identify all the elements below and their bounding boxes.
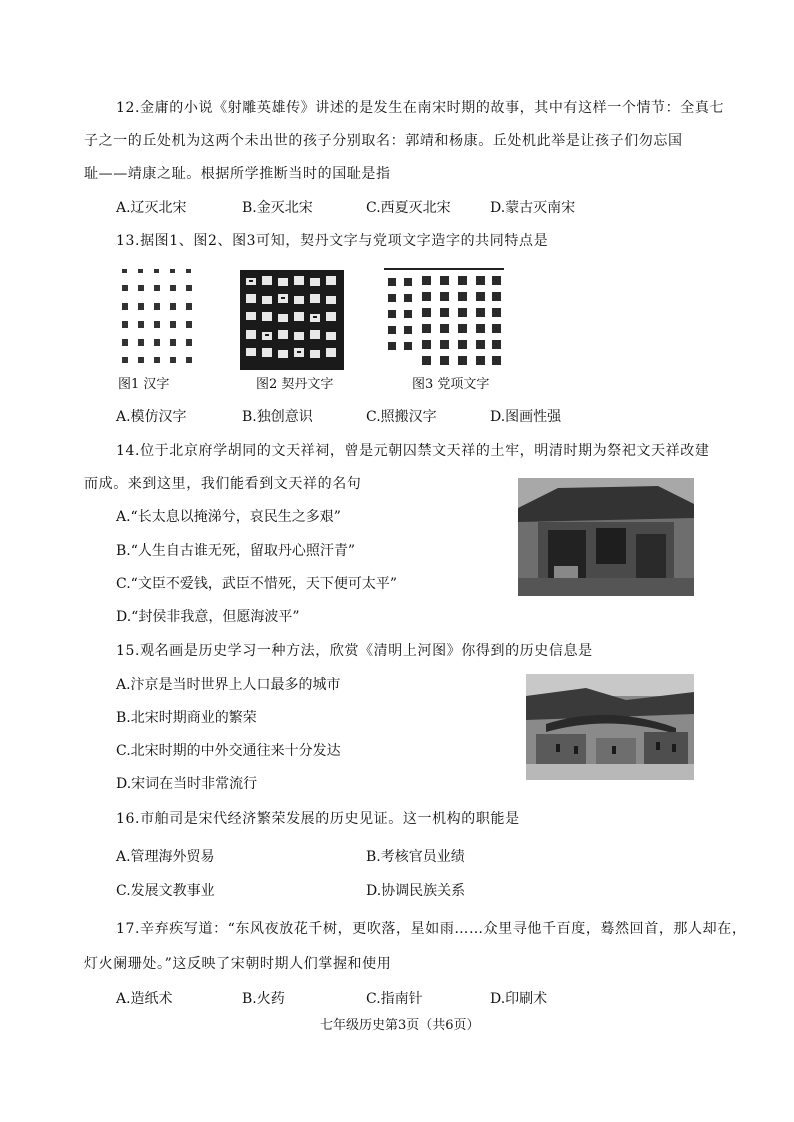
q17-option-b[interactable]: B.火药	[242, 991, 285, 1007]
q14-option-b[interactable]: B.“人生自古谁无死，留取丹心照汗青”	[116, 543, 356, 559]
q17-option-c[interactable]: C.指南针	[366, 991, 423, 1007]
q16-line-1: 16.市舶司是宋代经济繁荣发展的历史见证。这一机构的职能是	[116, 811, 520, 827]
q16-option-c[interactable]: C.发展文教事业	[116, 883, 215, 899]
q17-line-1: 17.辛弃疾写道：“东风夜放花千树，更吹落，星如雨……众里寻他千百度，蓦然回首，那人却在，	[116, 921, 747, 937]
q16-option-d[interactable]: D.协调民族关系	[366, 883, 466, 899]
q15-line-1: 15.观名画是历史学习一种方法，欣赏《清明上河图》你得到的历史信息是	[116, 643, 593, 659]
q15-option-a[interactable]: A.汴京是当时世界上人口最多的城市	[116, 677, 341, 693]
q12-line-1: 12.金庸的小说《射雕英雄传》讲述的是发生在南宋时期的故事，其中有这样一个情节：全真七	[116, 100, 725, 116]
q16-option-b[interactable]: B.考核官员业绩	[366, 849, 465, 865]
figure-1-caption: 图1 汉字	[118, 377, 170, 392]
qingming-painting-photo-icon	[526, 674, 694, 780]
figure-khitan-icon	[240, 270, 344, 370]
q13-option-c[interactable]: C.照搬汉字	[366, 409, 437, 425]
q14-line-1: 14.位于北京府学胡同的文天祥祠，曾是元朝囚禁文天祥的土牢，明清时期为祭祀文天祥改建	[116, 443, 710, 459]
figure-3-caption: 图3 党项文字	[412, 377, 490, 392]
q12-line-3: 耻——靖康之耻。根据所学推断当时的国耻是指	[84, 166, 391, 182]
q13-option-a[interactable]: A.模仿汉字	[116, 409, 187, 425]
q15-option-d[interactable]: D.宋词在当时非常流行	[116, 776, 258, 792]
q17-option-d[interactable]: D.印刷术	[490, 991, 548, 1007]
q13-option-b[interactable]: B.独创意识	[242, 409, 313, 425]
q14-option-d[interactable]: D.“封侯非我意，但愿海波平”	[116, 609, 300, 625]
q16-option-a[interactable]: A.管理海外贸易	[116, 849, 215, 865]
q12-option-a[interactable]: A.辽灭北宋	[116, 200, 187, 216]
q12-option-b[interactable]: B.金灭北宋	[242, 200, 313, 216]
figure-tangut-icon	[384, 268, 504, 372]
q12-option-c[interactable]: C.西夏灭北宋	[366, 200, 451, 216]
q13-line-1: 13.据图1、图2、图3可知，契丹文字与党项文字造字的共同特点是	[116, 233, 549, 249]
q15-option-c[interactable]: C.北宋时期的中外交通往来十分发达	[116, 743, 341, 759]
q14-line-2: 而成。来到这里，我们能看到文天祥的名句	[84, 476, 362, 492]
wen-tianxiang-temple-photo-icon	[518, 478, 694, 596]
q17-option-a[interactable]: A.造纸术	[116, 991, 173, 1007]
q17-line-2: 灯火阑珊处。”这反映了宋朝时期人们掌握和使用	[84, 956, 392, 972]
figure-hanzi-icon	[116, 265, 202, 371]
figure-2-caption: 图2 契丹文字	[256, 377, 334, 392]
page-footer: 七年级历史第3页（共6页）	[320, 1018, 480, 1033]
q14-option-a[interactable]: A.“长太息以掩涕兮，哀民生之多艰”	[116, 509, 341, 525]
q14-option-c[interactable]: C.“文臣不爱钱，武臣不惜死，天下便可太平”	[116, 576, 397, 592]
q12-line-2: 子之一的丘处机为这两个未出世的孩子分别取名：郭靖和杨康。丘处机此举是让孩子们勿忘国	[84, 133, 683, 149]
q12-option-d[interactable]: D.蒙古灭南宋	[490, 200, 576, 216]
q13-option-d[interactable]: D.图画性强	[490, 409, 562, 425]
q15-option-b[interactable]: B.北宋时期商业的繁荣	[116, 710, 257, 726]
